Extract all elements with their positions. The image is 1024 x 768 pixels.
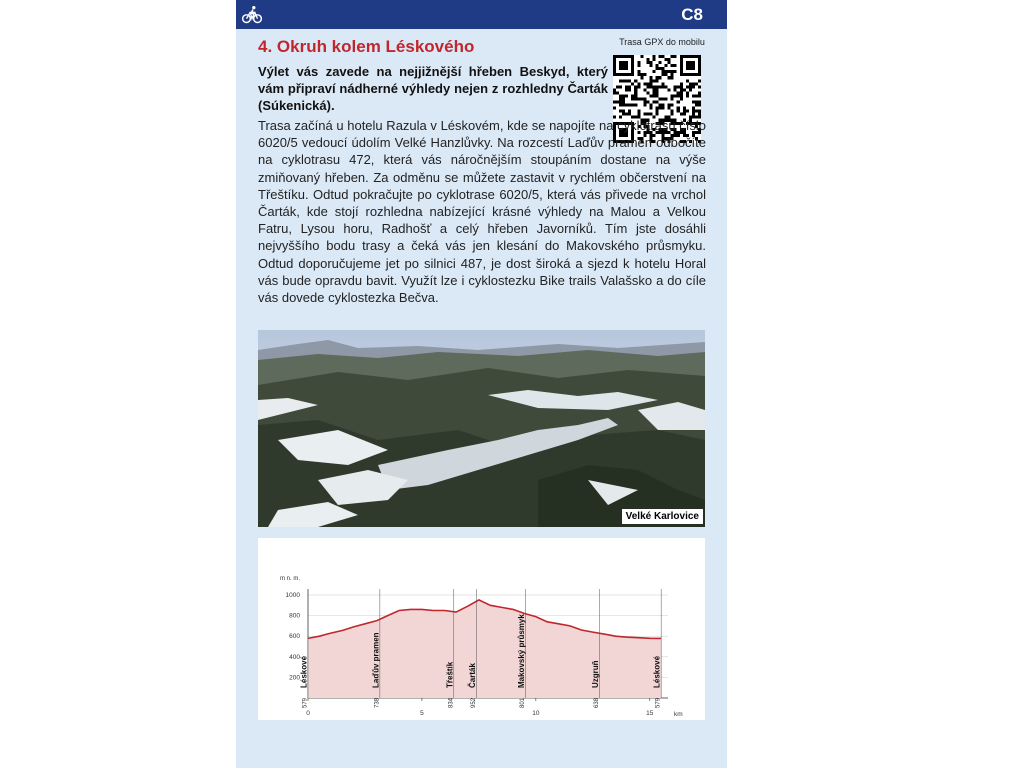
y-tick-label: 800	[289, 612, 300, 620]
waypoint-elevation: 952	[470, 697, 477, 708]
y-tick-label: 400	[289, 653, 300, 661]
waypoint-label: Uzgruň	[591, 660, 601, 688]
header-bar	[236, 0, 727, 29]
x-tick-label: 10	[532, 710, 540, 717]
waypoint-label: Léskové	[652, 655, 662, 688]
x-tick-label: 0	[306, 710, 310, 717]
route-lead: Výlet vás zavede na nejjižnější hřeben Beskyd, který vám připraví nádherné výhledy nejen z rozhledny Čarták (Súkenická).	[258, 64, 608, 113]
landscape-image	[258, 330, 705, 527]
qr-label: Trasa GPX do mobilu	[619, 37, 705, 47]
profile-area	[308, 600, 661, 698]
waypoint-elevation: 579	[655, 697, 662, 708]
photo-caption: Velké Karlovice	[622, 509, 703, 524]
waypoint-label: Třeštík	[445, 661, 455, 688]
y-axis-label: m n. m.	[280, 576, 301, 582]
waypoint-label: Makovský průsmyk	[517, 614, 527, 688]
waypoint-elevation: 638	[594, 697, 601, 708]
elevation-chart	[258, 538, 705, 720]
route-card	[236, 0, 727, 768]
waypoint-elevation: 834	[448, 697, 455, 708]
landscape-photo	[258, 330, 705, 527]
y-tick-label: 1000	[285, 592, 300, 599]
y-tick-label: 600	[289, 633, 300, 641]
waypoint-elevation: 738	[374, 697, 381, 708]
waypoint-label: Laďův pramen	[371, 632, 381, 688]
waypoint-elevation: 801	[520, 697, 527, 708]
waypoint-label: Léskové	[299, 655, 309, 688]
elevation-profile	[258, 538, 705, 720]
bicycle-icon	[241, 4, 263, 26]
x-axis-label: km	[674, 711, 683, 718]
y-tick-label: 200	[289, 674, 300, 682]
route-title: 4. Okruh kolem Léskového	[258, 37, 475, 56]
route-description: Trasa začíná u hotelu Razula v Léskovém, kde se napojíte na cyklotrasu číslo 6020/5 vedoucí údolím Velké Hanzlůvky. Na rozcestí Laďův pramen odbočíte na cyklotrasu 472, která vás náročnějším stoupáním dostane na výše zmiňovaný hřeben. Za odměnu se můžete zastavit v rychlém občerstvení na Třeštíku. Odtud pokračujte po cyklotrase 6020/5, která vás přivede na vrchol Čarták, kde stojí rozhledna nabízející krásné výhledy na Malou a Velkou Fatru, Lysou horu, Radhošť a celý hřeben Javorníků. Tím jste dosáhli nejvyššího bodu trasy a čeká vás jen klesání do Makovského průsmyku. Odtud doporučujeme jet po silnici 487, je dost široká a sjezd k hotelu Horal vás bude opravdu bavit. Využít lze i cyklostezku Bike trails Valašsko a do cíle vás dovede cyklostezka Bečva.	[258, 118, 706, 306]
x-tick-label: 5	[420, 710, 424, 717]
x-tick-label: 15	[646, 710, 654, 717]
waypoint-elevation: 579	[302, 697, 309, 708]
waypoint-label: Čarták	[467, 663, 477, 688]
route-code: C8	[681, 5, 703, 24]
